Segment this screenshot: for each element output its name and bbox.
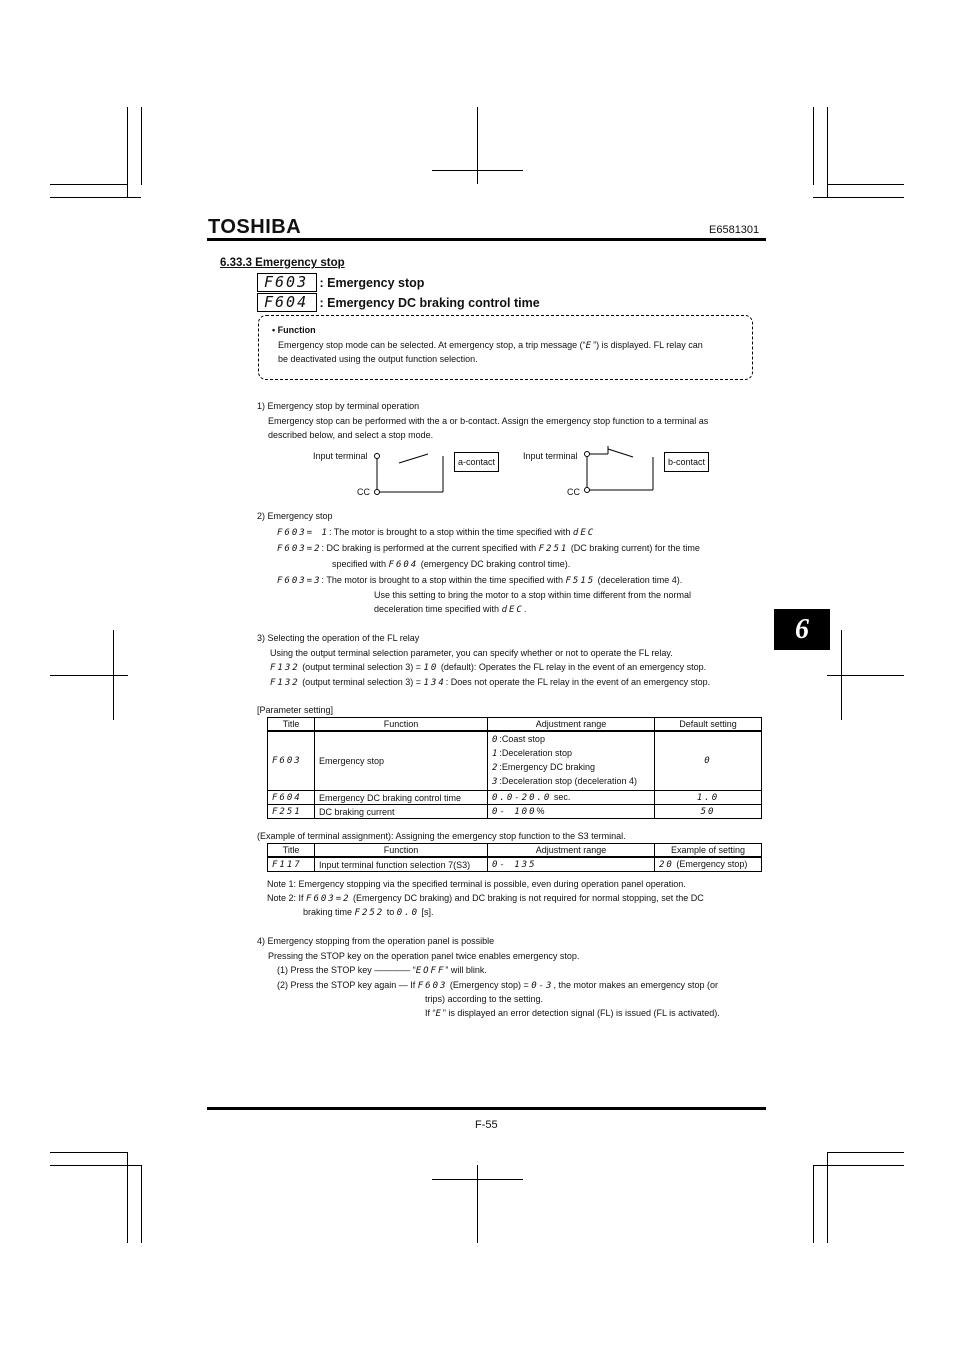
function-line-2: be deactivated using the output function selection. — [278, 354, 478, 364]
param-table-label: [Parameter setting] — [257, 705, 334, 715]
b-contact-box: b-contact — [664, 452, 709, 472]
s4-line-1: Pressing the STOP key on the operation panel twice enables emergency stop. — [268, 951, 580, 961]
toshiba-logo: TOSHIBA — [208, 216, 302, 238]
a-contact-box: a-contact — [454, 452, 499, 472]
footer-rule — [207, 1107, 766, 1110]
param-code: F604 — [257, 293, 317, 312]
param-heading-f604 — [257, 293, 540, 312]
function-box — [258, 315, 753, 380]
col-function: Function — [315, 718, 488, 732]
s1-line-1: Emergency stop can be performed with the a or b-contact. Assign the emergency stop function to a terminal as — [268, 416, 709, 426]
note-2-cont: braking time F252 to 0.0 [s]. — [303, 907, 434, 918]
header-rule — [207, 238, 766, 241]
table-row: F117 Input terminal function selection 7(S3) 0- 135 20 (Emergency stop) — [268, 857, 762, 872]
param-code: F603 — [257, 273, 317, 292]
s2-item-2-cont: specified with F604 (emergency DC braking control time). — [332, 559, 571, 570]
a-cc-label: CC — [357, 487, 370, 497]
col-range: Adjustment range — [488, 718, 655, 732]
s3-line-1: Using the output terminal selection parameter, you can specify whether or not to operate the FL relay. — [270, 648, 673, 658]
s3-item-2: F132 (output terminal selection 3) = 134: Does not operate the FL relay in the event of an emergency stop. — [270, 677, 711, 688]
s4-step-2-cont: trips) according to the setting. — [425, 994, 544, 1004]
param-heading-f603 — [257, 273, 424, 292]
col-example: Example of setting — [655, 844, 762, 858]
s2-item-3-cont-2: deceleration time specified with dEC. — [374, 604, 527, 615]
s2-item-3: F603=3: The motor is brought to a stop within the time specified with F515 (deceleration time 4). — [277, 575, 683, 586]
col-function: Function — [315, 844, 488, 858]
document-number: E6581301 — [709, 224, 760, 236]
s2-heading: 2) Emergency stop — [257, 511, 333, 521]
b-input-terminal-label: Input terminal — [523, 451, 578, 461]
s2-item-2: F603=2: DC braking is performed at the current specified with F251 (DC braking current) for the time — [277, 543, 700, 554]
s4-step-1: (1) Press the STOP key ———— “EOFF” will blink. — [277, 965, 487, 976]
s2-item-1: F603= 1: The motor is brought to a stop within the time specified with dEC — [277, 527, 596, 538]
col-default: Default setting — [655, 718, 762, 732]
param-label: : Emergency stop — [319, 276, 425, 290]
s1-line-2: described below, and select a stop mode. — [268, 430, 434, 440]
s2-item-3-cont-1: Use this setting to bring the motor to a stop within time different from the normal — [374, 590, 691, 600]
s4-step-2: (2) Press the STOP key again — If F603 (Emergency stop) = 0-3, the motor makes an emergency stop (or — [277, 980, 719, 991]
note-2: Note 2: If F603=2 (Emergency DC braking) and DC braking is not required for normal stopping, set the DC — [267, 893, 704, 904]
col-title: Title — [268, 844, 315, 858]
section-title: 6.33.3 Emergency stop — [220, 257, 345, 269]
s3-item-1: F132 (output terminal selection 3) = 10 (default): Operates the FL relay in the event of an emergency stop. — [270, 662, 707, 673]
s1-heading: 1) Emergency stop by terminal operation — [257, 401, 420, 411]
function-heading: • Function — [272, 325, 316, 335]
param-label: : Emergency DC braking control time — [319, 296, 540, 310]
note-1: Note 1: Emergency stopping via the specified terminal is possible, even during operation panel operation. — [267, 879, 686, 889]
table-row: F604 Emergency DC braking control time 0.0-20.0 sec. 1.0 — [268, 791, 762, 805]
assign-table-label: (Example of terminal assignment): Assigning the emergency stop function to the S3 terminal. — [257, 831, 626, 841]
col-range: Adjustment range — [488, 844, 655, 858]
page-number: F-55 — [475, 1119, 498, 1131]
a-input-terminal-label: Input terminal — [313, 451, 368, 461]
b-cc-label: CC — [567, 487, 580, 497]
chapter-tab: 6 — [774, 609, 830, 650]
param-table — [267, 717, 762, 819]
s4-step-3: If “E” is displayed an error detection signal (FL) is issued (FL is activated). — [425, 1008, 720, 1019]
table-header-row — [268, 844, 762, 858]
table-row: F603 Emergency stop 0:Coast stop 1:Deceleration stop 2:Emergency DC braking 3:Deceleration stop (deceleration 4) 0 — [268, 731, 762, 791]
assign-table — [267, 843, 762, 872]
function-line-1: Emergency stop mode can be selected. At emergency stop, a trip message (“E”) is displayed. FL relay can — [278, 340, 703, 351]
table-header-row — [268, 718, 762, 732]
table-row: F251 DC braking current 0- 100% 50 — [268, 805, 762, 819]
s3-heading: 3) Selecting the operation of the FL relay — [257, 633, 420, 643]
s4-heading: 4) Emergency stopping from the operation panel is possible — [257, 936, 495, 946]
col-title: Title — [268, 718, 315, 732]
